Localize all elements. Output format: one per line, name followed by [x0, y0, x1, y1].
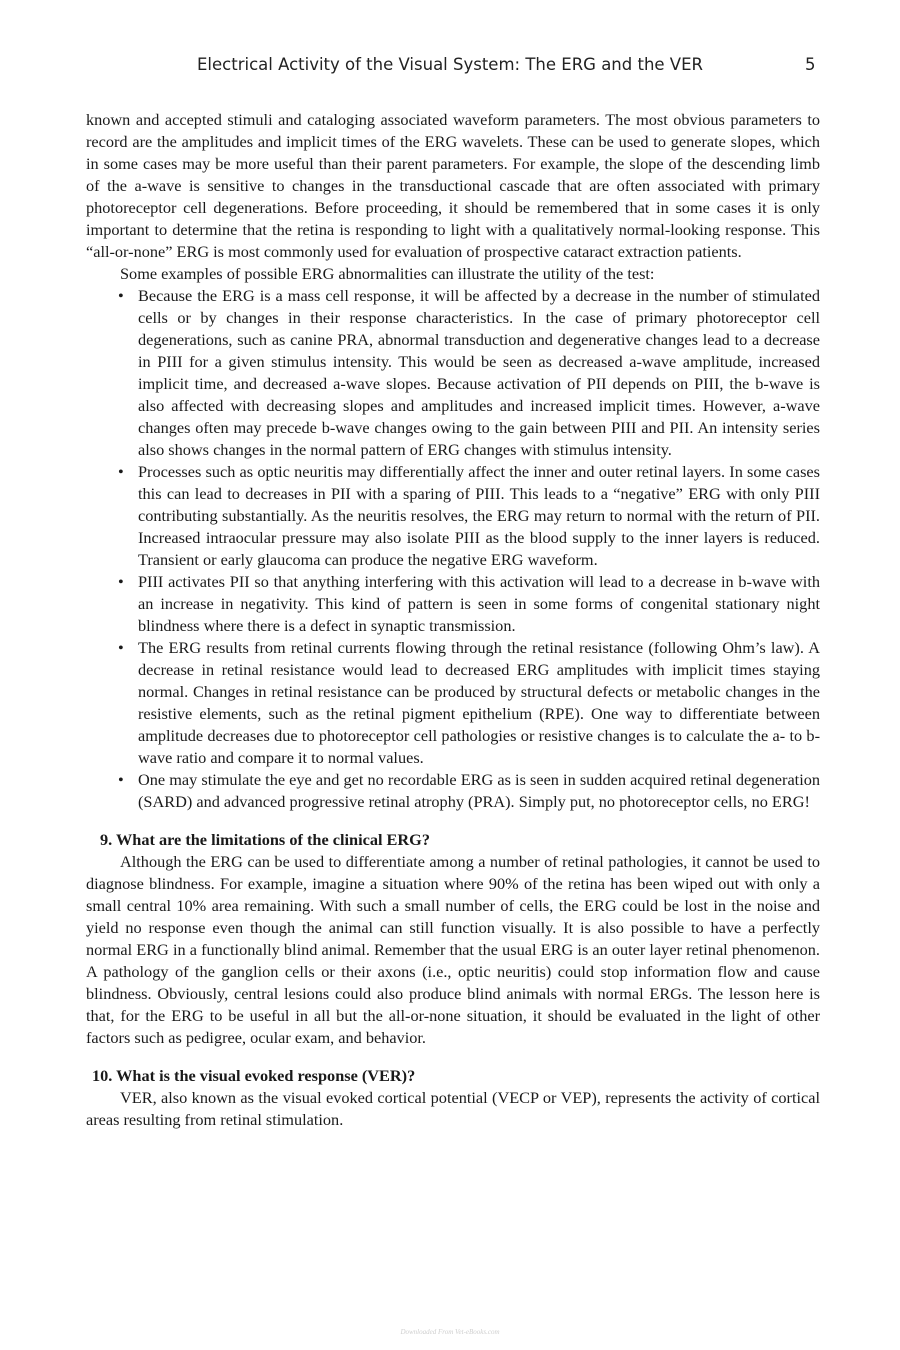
bullet-icon: •: [118, 770, 124, 789]
page-body: [86, 109, 820, 1131]
page-number: 5: [805, 55, 816, 74]
download-watermark: Downloaded From Vet-eBooks.com: [400, 1328, 500, 1336]
question-10-answer: VER, also known as the visual evoked cortical potential (VECP or VEP), represents the activity of cortical areas resulting from retinal stimulation.: [86, 1088, 820, 1129]
question-9-answer: Although the ERG can be used to differentiate among a number of retinal pathologies, it cannot be used to diagnose blindness. For example, imagine a situation where 90% of the retina has been wiped out with only a small central 10% area remaining. With such a small number of cells, the ERG could be lost in the noise and yield no response even though the animal can still function visually. It is also possible to have a perfectly normal ERG in a functionally blind animal. Remember that the usual ERG is an outer layer retinal phenomenon. A pathology of the ganglion cells or their axons (i.e., optic neuritis) could stop information flow and cause blindness. Obviously, central lesions could also produce blind animals with normal ERGs. The lesson here is that, for the ERG to be useful in all but the all-or-none situation, it should be evaluated in the light of other factors such as pedigree, ocular exam, and behavior.: [86, 852, 820, 1047]
intro-paragraph: known and accepted stimuli and cataloging associated waveform parameters. The most obvious parameters to record are the amplitudes and implicit times of the ERG wavelets. These can be used to generate slopes, which in some cases may be more useful than their parent parameters. For example, the slope of the descending limb of the a-wave is sensitive to changes in the transductional cascade that are often associated with primary photoreceptor cell degenerations. Before proceeding, it should be remembered that in some cases it is only important to determine that the retina is responding to light with a qualitatively normal-looking response. This “all-or-none” ERG is most commonly used for evaluation of prospective cataract extraction patients.: [86, 110, 820, 261]
bullet-text: Because the ERG is a mass cell response, it will be affected by a decrease in the number of stimulated cells or by changes in their response characteristics. In the case of primary photoreceptor cell degenerations, such as canine PRA, abnormal transduction and degenerative changes lead to a decrease in PIII for a given stimulus intensity. This would be seen as decreased a-wave amplitude, increased implicit time, and decreased a-wave slopes. Because activation of PII depends on PIII, the b-wave is also affected with decreasing slopes and amplitudes and increased implicit times. However, a-wave changes often may precede b-wave changes owing to the gain between PIII and PII. An intensity series also shows changes in the normal pattern of ERG changes with stimulus intensity.: [138, 286, 820, 459]
bullet-text: The ERG results from retinal currents flowing through the retinal resistance (following Ohm’s law). A decrease in retinal resistance would lead to decreased ERG amplitudes with implicit times staying normal. Changes in retinal resistance can be produced by structural defects or metabolic changes in the resistive elements, such as the retinal pigment epithelium (RPE). One way to differentiate between amplitude decreases due to photoreceptor cell pathologies or resistive changes is to calculate the a- to b-wave ratio and compare it to normal values.: [138, 638, 820, 767]
bullet-text: One may stimulate the eye and get no recordable ERG as is seen in sudden acquired retinal degeneration (SARD) and advanced progressive retinal atrophy (PRA). Simply put, no photoreceptor cells, no ERG!: [138, 770, 820, 811]
bullet-text: PIII activates PII so that anything interfering with this activation will lead to a decrease in b-wave with an increase in negativity. This kind of pattern is seen in some forms of congenital stationary night blindness where there is a defect in synaptic transmission.: [138, 572, 820, 635]
bullet-item: [86, 285, 820, 461]
bullet-icon: •: [118, 572, 124, 591]
bullet-item: [86, 461, 820, 571]
question-9-heading: 9. What are the limitations of the clinical ERG?: [100, 830, 430, 849]
examples-intro-paragraph: Some examples of possible ERG abnormalities can illustrate the utility of the test:: [120, 264, 655, 283]
bullet-item: [86, 637, 820, 769]
running-title: Electrical Activity of the Visual System: The ERG and the VER: [197, 55, 703, 74]
bullet-item: [86, 769, 820, 813]
bullet-icon: •: [118, 462, 124, 481]
running-header: [0, 55, 900, 79]
bullet-icon: •: [118, 286, 124, 305]
bullet-icon: •: [118, 638, 124, 657]
bullet-item: [86, 571, 820, 637]
abnormalities-bullet-list: [86, 285, 820, 813]
bullet-text: Processes such as optic neuritis may differentially affect the inner and outer retinal layers. In some cases this can lead to decreases in PII with a sparing of PIII. This leads to a “negative” ERG with only PIII contributing substantially. As the neuritis resolves, the ERG may return to normal with the return of PII. Increased intraocular pressure may also isolate PIII as the blood supply to the inner layers is reduced. Transient or early glaucoma can produce the negative ERG waveform.: [138, 462, 820, 569]
question-10-heading: 10. What is the visual evoked response (VER)?: [92, 1066, 416, 1085]
